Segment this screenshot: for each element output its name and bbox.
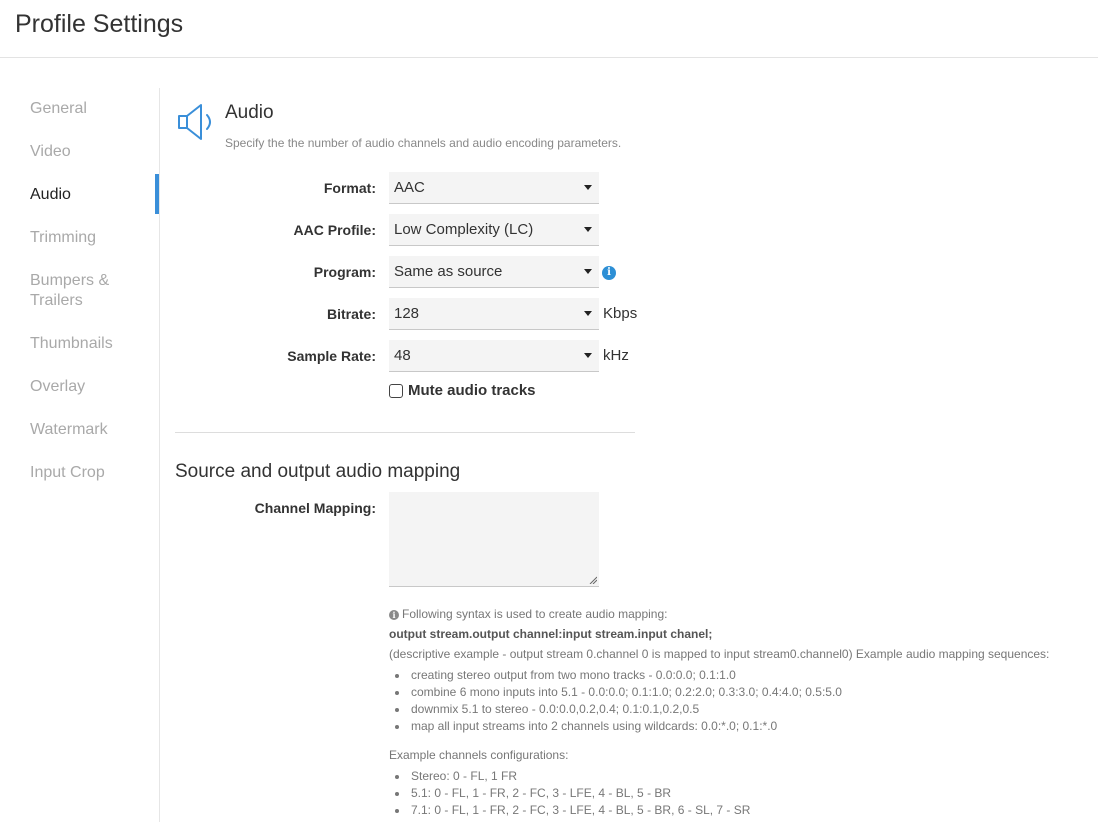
mute-audio-label: Mute audio tracks bbox=[408, 382, 536, 399]
descriptive-example: (descriptive example - output stream 0.channel 0 is mapped to input stream0.channel0) Example audio mapping sequences: bbox=[389, 647, 1050, 661]
bitrate-select[interactable] bbox=[389, 298, 599, 330]
sidebar-item-watermark[interactable]: Watermark bbox=[30, 421, 108, 438]
settings-sidebar bbox=[0, 88, 160, 822]
speaker-icon bbox=[176, 102, 216, 142]
section-divider bbox=[175, 432, 635, 433]
chevron-down-icon bbox=[584, 185, 592, 190]
sidebar-item-thumbnails[interactable]: Thumbnails bbox=[30, 335, 113, 352]
list-item: 5.1: 0 - FL, 1 - FR, 2 - FC, 3 - LFE, 4 - BL, 5 - BR bbox=[389, 785, 1098, 802]
sample-rate-value: 48 bbox=[394, 347, 411, 364]
channel-mapping-textarea[interactable] bbox=[389, 492, 599, 587]
aac-profile-label: AAC Profile: bbox=[293, 222, 376, 238]
sidebar-item-video[interactable]: Video bbox=[30, 143, 71, 160]
program-value: Same as source bbox=[394, 263, 503, 280]
chevron-down-icon bbox=[584, 353, 592, 358]
program-select[interactable] bbox=[389, 256, 599, 288]
resize-grip-icon[interactable] bbox=[589, 576, 597, 584]
sidebar-item-overlay[interactable]: Overlay bbox=[30, 378, 86, 395]
channel-mapping-label: Channel Mapping: bbox=[254, 500, 376, 516]
format-value: AAC bbox=[394, 179, 425, 196]
configs-heading: Example channels configurations: bbox=[389, 748, 569, 762]
aac-profile-select[interactable] bbox=[389, 214, 599, 246]
list-item: 7.1: 0 - FL, 1 - FR, 2 - FC, 3 - LFE, 4 - BL, 5 - BR, 6 - SL, 7 - SR bbox=[389, 802, 1098, 819]
list-item: combine 6 mono inputs into 5.1 - 0.0:0.0; 0.1:1.0; 0.2:2.0; 0.3:3.0; 0.4:4.0; 0.5:5.0 bbox=[389, 684, 1098, 701]
sidebar-item-trimming[interactable]: Trimming bbox=[30, 229, 97, 246]
bitrate-value: 128 bbox=[394, 305, 420, 322]
mute-audio-checkbox[interactable] bbox=[389, 384, 403, 398]
help-intro: Following syntax is used to create audio mapping: bbox=[402, 607, 668, 621]
audio-section-description: Specify the the number of audio channels and audio encoding parameters. bbox=[225, 136, 622, 150]
page-title: Profile Settings bbox=[15, 10, 184, 38]
info-icon: i bbox=[389, 610, 399, 620]
format-select[interactable] bbox=[389, 172, 599, 204]
syntax-text: output stream.output channel:input stream.input chanel; bbox=[389, 627, 713, 641]
sidebar-item-input-crop[interactable]: Input Crop bbox=[30, 464, 105, 481]
main-content bbox=[160, 58, 1098, 822]
list-item: map all input streams into 2 channels using wildcards: 0.0:*.0; 0.1:*.0 bbox=[389, 718, 1098, 735]
mapping-sequences-list bbox=[389, 667, 1098, 735]
mute-audio-option[interactable] bbox=[389, 382, 536, 399]
sample-rate-select[interactable] bbox=[389, 340, 599, 372]
chevron-down-icon bbox=[584, 227, 592, 232]
sample-rate-label: Sample Rate: bbox=[287, 348, 376, 364]
chevron-down-icon bbox=[584, 311, 592, 316]
bitrate-unit: Kbps bbox=[603, 305, 638, 322]
sidebar-item-bumpers-trailers[interactable]: Bumpers & Trailers bbox=[30, 272, 110, 309]
sample-rate-unit: kHz bbox=[603, 347, 629, 364]
list-item: downmix 5.1 to stereo - 0.0:0.0,0.2,0.4; 0.1:0.1,0.2,0.5 bbox=[389, 701, 1098, 718]
list-item: creating stereo output from two mono tracks - 0.0:0.0; 0.1:1.0 bbox=[389, 667, 1098, 684]
page-header bbox=[0, 0, 1098, 58]
info-icon[interactable]: i bbox=[602, 266, 616, 280]
channel-configs-list bbox=[389, 768, 1098, 819]
audio-section-title: Audio bbox=[225, 102, 274, 123]
active-indicator bbox=[155, 174, 159, 214]
format-label: Format: bbox=[323, 180, 376, 196]
mapping-help bbox=[389, 606, 1098, 819]
chevron-down-icon bbox=[584, 269, 592, 274]
sidebar-item-general[interactable]: General bbox=[30, 100, 87, 117]
mapping-section-title: Source and output audio mapping bbox=[175, 461, 461, 482]
bitrate-label: Bitrate: bbox=[326, 306, 376, 322]
aac-profile-value: Low Complexity (LC) bbox=[394, 221, 534, 238]
program-label: Program: bbox=[313, 264, 376, 280]
list-item: Stereo: 0 - FL, 1 FR bbox=[389, 768, 1098, 785]
sidebar-item-audio[interactable]: Audio bbox=[30, 186, 71, 203]
